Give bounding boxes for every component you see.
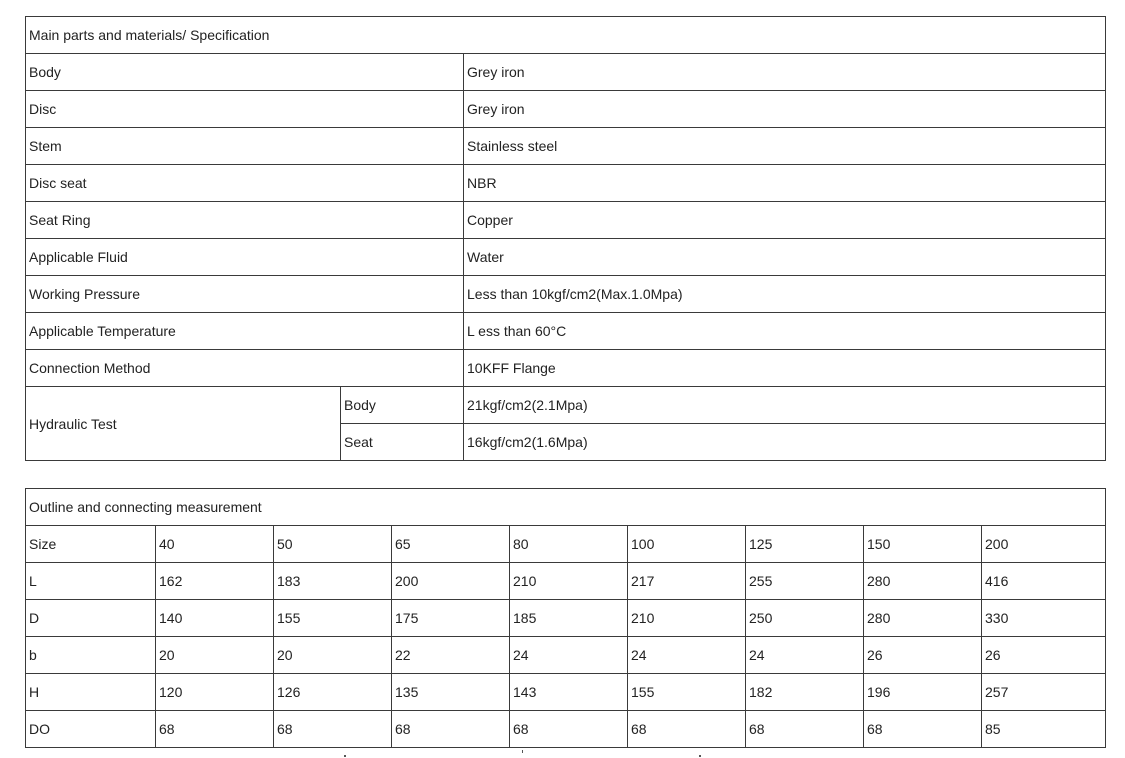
measure-cell: 125 <box>746 526 864 563</box>
measure-label: D <box>26 600 156 637</box>
spec-row <box>26 202 1106 239</box>
measure-cell: 200 <box>982 526 1106 563</box>
spec-value: 21kgf/cm2(2.1Mpa) <box>464 387 1106 424</box>
spec-label: Applicable Fluid <box>26 239 464 276</box>
measure-cell: 135 <box>392 674 510 711</box>
measure-cell: 22 <box>392 637 510 674</box>
measure-cell: 24 <box>628 637 746 674</box>
spec-label: Hydraulic Test <box>26 387 341 461</box>
measure-cell: 80 <box>510 526 628 563</box>
spec-row <box>26 165 1106 202</box>
spec-label: Connection Method <box>26 350 464 387</box>
spec-label: Seat Ring <box>26 202 464 239</box>
measure-cell: 196 <box>864 674 982 711</box>
spec-value: Stainless steel <box>464 128 1106 165</box>
measure-cell: 120 <box>156 674 274 711</box>
measure-cell: 26 <box>864 637 982 674</box>
spec-label: Disc <box>26 91 464 128</box>
spec-value: 10KFF Flange <box>464 350 1106 387</box>
spec-title-row <box>26 17 1106 54</box>
measure-cell: 126 <box>274 674 392 711</box>
measure-cell: 68 <box>156 711 274 748</box>
measure-row <box>26 563 1106 600</box>
measure-label: L <box>26 563 156 600</box>
measure-cell: 210 <box>510 563 628 600</box>
spec-label: Body <box>26 54 464 91</box>
measure-cell: 155 <box>628 674 746 711</box>
spec-row <box>26 276 1106 313</box>
spec-row <box>26 387 1106 424</box>
measure-label: b <box>26 637 156 674</box>
measure-cell: 24 <box>510 637 628 674</box>
measure-cell: 20 <box>274 637 392 674</box>
measure-cell: 162 <box>156 563 274 600</box>
measure-cell: 330 <box>982 600 1106 637</box>
measure-row <box>26 637 1106 674</box>
measure-cell: 280 <box>864 600 982 637</box>
spec-value: Grey iron <box>464 54 1106 91</box>
spec-label: Stem <box>26 128 464 165</box>
measure-cell: 155 <box>274 600 392 637</box>
measure-label: H <box>26 674 156 711</box>
measure-cell: 68 <box>510 711 628 748</box>
spec-value: Copper <box>464 202 1106 239</box>
spec-label: Disc seat <box>26 165 464 202</box>
measure-row <box>26 600 1106 637</box>
measure-row <box>26 711 1106 748</box>
measure-cell: 40 <box>156 526 274 563</box>
measure-cell: 68 <box>628 711 746 748</box>
spec-row <box>26 128 1106 165</box>
spec-label: Applicable Temperature <box>26 313 464 350</box>
spec-value: Grey iron <box>464 91 1106 128</box>
measure-cell: 68 <box>392 711 510 748</box>
measure-label: DO <box>26 711 156 748</box>
spec-row <box>26 313 1106 350</box>
spec-row <box>26 350 1106 387</box>
measure-cell: 68 <box>274 711 392 748</box>
measure-cell: 24 <box>746 637 864 674</box>
measure-cell: 210 <box>628 600 746 637</box>
stray-mark <box>522 750 523 753</box>
measure-cell: 183 <box>274 563 392 600</box>
stray-mark <box>699 755 701 757</box>
spec-value: NBR <box>464 165 1106 202</box>
measure-cell: 175 <box>392 600 510 637</box>
measure-cell: 143 <box>510 674 628 711</box>
measure-cell: 50 <box>274 526 392 563</box>
measure-title-row <box>26 489 1106 526</box>
spec-value: L ess than 60°C <box>464 313 1106 350</box>
measure-cell: 200 <box>392 563 510 600</box>
measure-cell: 140 <box>156 600 274 637</box>
measure-cell: 68 <box>864 711 982 748</box>
measure-row <box>26 526 1106 563</box>
measure-cell: 255 <box>746 563 864 600</box>
measure-cell: 182 <box>746 674 864 711</box>
measure-label: Size <box>26 526 156 563</box>
spec-sublabel: Body <box>341 387 464 424</box>
measure-cell: 26 <box>982 637 1106 674</box>
measure-cell: 280 <box>864 563 982 600</box>
measure-cell: 257 <box>982 674 1106 711</box>
spec-table-title: Main parts and materials/ Specification <box>26 17 1106 54</box>
measure-cell: 217 <box>628 563 746 600</box>
specification-table <box>25 16 1106 461</box>
measure-cell: 68 <box>746 711 864 748</box>
measure-cell: 100 <box>628 526 746 563</box>
spec-sublabel: Seat <box>341 424 464 461</box>
measure-cell: 85 <box>982 711 1106 748</box>
spec-value: Water <box>464 239 1106 276</box>
measure-row <box>26 674 1106 711</box>
spec-value: Less than 10kgf/cm2(Max.1.0Mpa) <box>464 276 1106 313</box>
spec-row <box>26 91 1106 128</box>
spec-row <box>26 239 1106 276</box>
measure-cell: 65 <box>392 526 510 563</box>
spec-label: Working Pressure <box>26 276 464 313</box>
measurement-table <box>25 488 1106 748</box>
spec-value: 16kgf/cm2(1.6Mpa) <box>464 424 1106 461</box>
measure-cell: 250 <box>746 600 864 637</box>
measure-cell: 150 <box>864 526 982 563</box>
measure-cell: 416 <box>982 563 1106 600</box>
measure-table-title: Outline and connecting measurement <box>26 489 1106 526</box>
stray-mark <box>344 755 346 757</box>
measure-cell: 20 <box>156 637 274 674</box>
spec-row <box>26 54 1106 91</box>
measure-cell: 185 <box>510 600 628 637</box>
